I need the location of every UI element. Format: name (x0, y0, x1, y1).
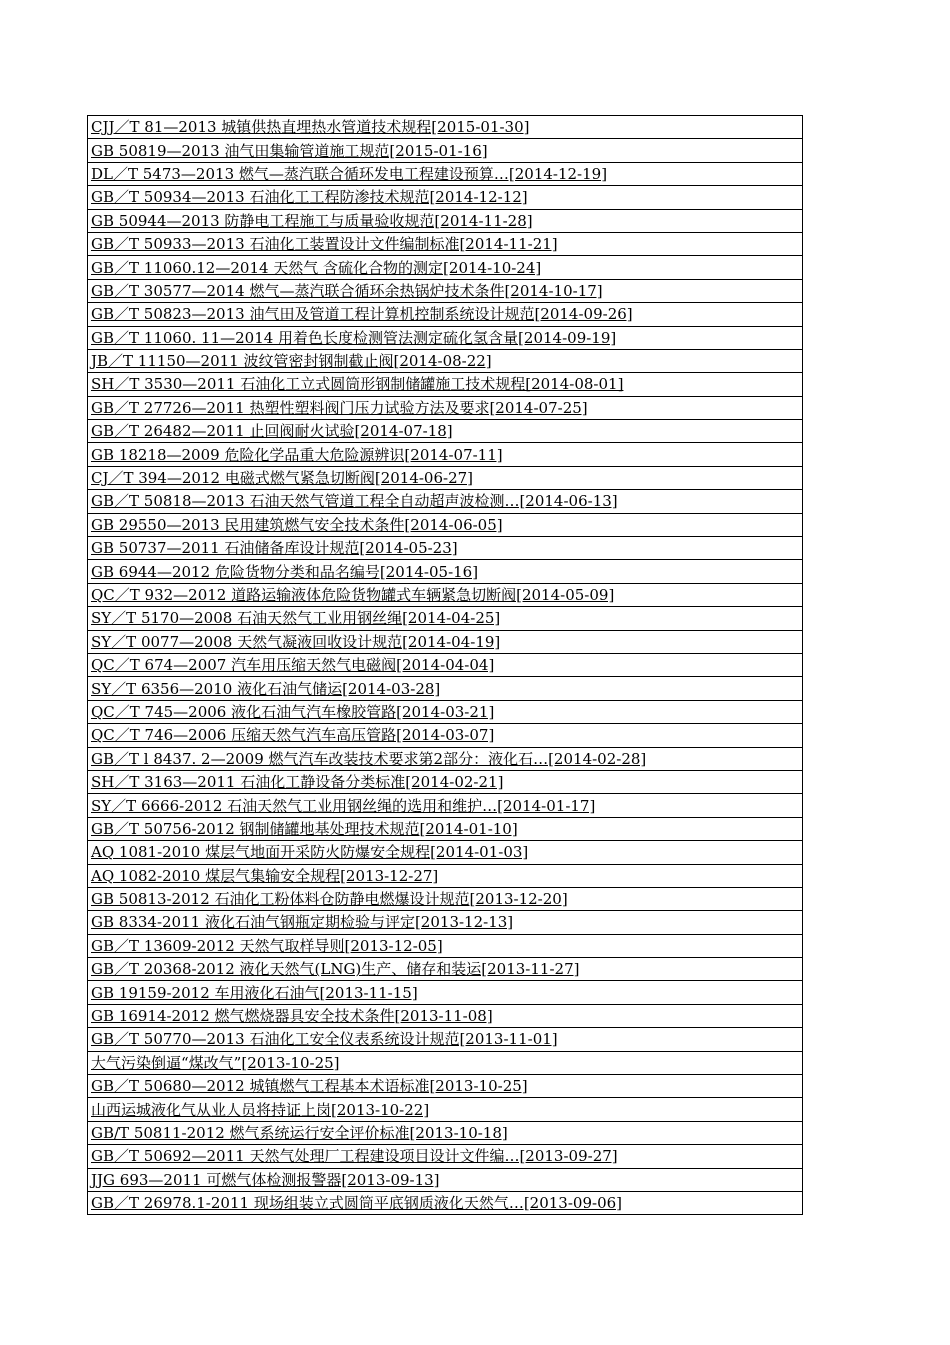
table-row (88, 631, 802, 654)
standard-link[interactable]: GB 6944—2012 危险货物分类和品名编号[2014-05-16] (91, 562, 479, 581)
standard-link[interactable]: GB 50819—2013 油气田集输管道施工规范[2015-01-16] (91, 141, 488, 160)
table-row (88, 490, 802, 513)
standard-link[interactable]: GB／T 50823—2013 油气田及管道工程计算机控制系统设计规范[2014-09-26] (91, 305, 633, 324)
table-row (88, 397, 802, 420)
table-row (88, 139, 802, 162)
table-row (88, 771, 802, 794)
standard-link[interactable]: QC／T 674—2007 汽车用压缩天然气电磁阀[2014-04-04] (91, 656, 495, 675)
table-row (88, 677, 802, 700)
table-row (88, 701, 802, 724)
table-row (88, 186, 802, 209)
table-row (88, 911, 802, 934)
standard-link[interactable]: SY／T 5170—2008 石油天然气工业用钢丝绳[2014-04-25] (91, 609, 501, 628)
standard-link[interactable]: GB／T 26482—2011 止回阀耐火试验[2014-07-18] (91, 422, 453, 441)
table-row (88, 958, 802, 981)
standard-link[interactable]: GB／T 50692—2011 天然气处理厂工程建设项目设计文件编…[2013-09-27] (91, 1147, 618, 1166)
standard-link[interactable]: 大气污染倒逼“煤改气”[2013-10-25] (91, 1053, 340, 1072)
table-row (88, 514, 802, 537)
table-row (88, 467, 802, 490)
standard-link[interactable]: GB／T l 8437. 2—2009 燃气汽车改装技术要求第2部分：液化石…[2014-02-28] (91, 749, 647, 768)
standard-link[interactable]: JB／T 11150—2011 波纹管密封钢制截止阀[2014-08-22] (91, 352, 492, 371)
standard-link[interactable]: GB／T 13609-2012 天然气取样导则[2013-12-05] (91, 936, 443, 955)
table-row (88, 748, 802, 771)
table-row (88, 116, 802, 139)
standard-link[interactable]: GB／T 11060. 11—2014 用着色长度检测管法测定硫化氢含量[2014-09-19] (91, 328, 617, 347)
table-row (88, 1028, 802, 1051)
standard-link[interactable]: GB 50944—2013 防静电工程施工与质量验收规范[2014-11-28] (91, 211, 533, 230)
table-row (88, 537, 802, 560)
standard-link[interactable]: GB／T 50934—2013 石油化工工程防渗技术规范[2014-12-12] (91, 188, 528, 207)
standard-link[interactable]: GB／T 50680—2012 城镇燃气工程基本术语标准[2013-10-25] (91, 1077, 528, 1096)
table-row (88, 607, 802, 630)
standard-link[interactable]: GB 8334-2011 液化石油气钢瓶定期检验与评定[2013-12-13] (91, 913, 514, 932)
standard-link[interactable]: GB／T 50818—2013 石油天然气管道工程全自动超声波检测…[2014-06-13] (91, 492, 618, 511)
standard-link[interactable]: SY／T 0077—2008 天然气凝液回收设计规范[2014-04-19] (91, 632, 501, 651)
table-row (88, 233, 802, 256)
standard-link[interactable]: GB 16914-2012 燃气燃烧器具安全技术条件[2013-11-08] (91, 1007, 493, 1026)
table-row (88, 1075, 802, 1098)
table-row (88, 584, 802, 607)
table-row (88, 163, 802, 186)
standard-link[interactable]: AQ 1081-2010 煤层气地面开采防火防爆安全规程[2014-01-03] (91, 843, 529, 862)
table-row (88, 1169, 802, 1192)
standard-link[interactable]: JJG 693—2011 可燃气体检测报警器[2013-09-13] (91, 1170, 440, 1189)
standard-link[interactable]: GB／T 11060.12—2014 天然气 含硫化合物的测定[2014-10-24] (91, 258, 542, 277)
standard-link[interactable]: DL／T 5473—2013 燃气—蒸汽联合循环发电工程建设预算…[2014-12-19] (91, 164, 608, 183)
table-row (88, 1098, 802, 1121)
standard-link[interactable]: GB 29550—2013 民用建筑燃气安全技术条件[2014-06-05] (91, 515, 503, 534)
standard-link[interactable]: GB／T 20368-2012 液化天然气(LNG)生产、储存和装运[2013-11-27] (91, 960, 580, 979)
standard-link[interactable]: GB 18218—2009 危险化学品重大危险源辨识[2014-07-11] (91, 445, 503, 464)
table-row (88, 327, 802, 350)
standard-link[interactable]: GB/T 50811-2012 燃气系统运行安全评价标准[2013-10-18] (91, 1123, 508, 1142)
table-row (88, 654, 802, 677)
standard-link[interactable]: GB／T 50756-2012 钢制储罐地基处理技术规范[2014-01-10] (91, 819, 518, 838)
standard-link[interactable]: GB 50737—2011 石油储备库设计规范[2014-05-23] (91, 539, 458, 558)
table-row (88, 1005, 802, 1028)
table-row (88, 280, 802, 303)
standard-link[interactable]: QC／T 745—2006 液化石油气汽车橡胶管路[2014-03-21] (91, 702, 495, 721)
standard-link[interactable]: GB／T 26978.1-2011 现场组装立式圆筒平底钢质液化天然气…[2013-09-06] (91, 1194, 623, 1213)
table-row (88, 1145, 802, 1168)
table-row (88, 303, 802, 326)
table-row (88, 981, 802, 1004)
standard-link[interactable]: SH／T 3530—2011 石油化工立式圆筒形钢制储罐施工技术规程[2014-08-01] (91, 375, 624, 394)
standard-link[interactable]: CJJ／T 81—2013 城镇供热直埋热水管道技术规程[2015-01-30] (91, 118, 530, 137)
table-row (88, 256, 802, 279)
table-row (88, 841, 802, 864)
table-row (88, 818, 802, 841)
standard-link[interactable]: GB 19159-2012 车用液化石油气[2013-11-15] (91, 983, 418, 1002)
table-row (88, 1052, 802, 1075)
standard-link[interactable]: QC／T 932—2012 道路运输液体危险货物罐式车辆紧急切断阀[2014-05-09] (91, 586, 615, 604)
standard-link[interactable]: GB 50813-2012 石油化工粉体料仓防静电燃爆设计规范[2013-12-20] (91, 890, 568, 909)
standard-link[interactable]: SY／T 6356—2010 液化石油气储运[2014-03-28] (91, 679, 441, 698)
standard-link[interactable]: GB／T 27726—2011 热塑性塑料阀门压力试验方法及要求[2014-07-25] (91, 398, 588, 417)
table-row (88, 1192, 802, 1215)
standard-link[interactable]: GB／T 50770—2013 石油化工安全仪表系统设计规范[2013-11-01] (91, 1030, 558, 1049)
table-row (88, 350, 802, 373)
standard-link[interactable]: SY／T 6666-2012 石油天然气工业用钢丝绳的选用和维护…[2014-01-17] (91, 796, 596, 815)
table-row (88, 1122, 802, 1145)
link-list-table (87, 115, 803, 1215)
table-row (88, 888, 802, 911)
table-row (88, 373, 802, 396)
standard-link[interactable]: AQ 1082-2010 煤层气集输安全规程[2013-12-27] (91, 866, 439, 885)
table-row (88, 210, 802, 233)
standard-link[interactable]: CJ／T 394—2012 电磁式燃气紧急切断阀[2014-06-27] (91, 469, 474, 488)
table-row (88, 420, 802, 443)
standard-link[interactable]: SH／T 3163—2011 石油化工静设备分类标准[2014-02-21] (91, 773, 504, 792)
table-row (88, 724, 802, 747)
table-row (88, 865, 802, 888)
table-row (88, 560, 802, 583)
standard-link[interactable]: QC／T 746—2006 压缩天然气汽车高压管路[2014-03-07] (91, 726, 495, 745)
standard-link[interactable]: 山西运城液化气从业人员将持证上岗[2013-10-22] (91, 1100, 430, 1119)
table-row (88, 794, 802, 817)
table-row (88, 935, 802, 958)
standard-link[interactable]: GB／T 30577—2014 燃气—蒸汽联合循环余热锅炉技术条件[2014-10-17] (91, 281, 603, 300)
table-row (88, 443, 802, 466)
standard-link[interactable]: GB／T 50933—2013 石油化工装置设计文件编制标准[2014-11-21] (91, 235, 558, 254)
